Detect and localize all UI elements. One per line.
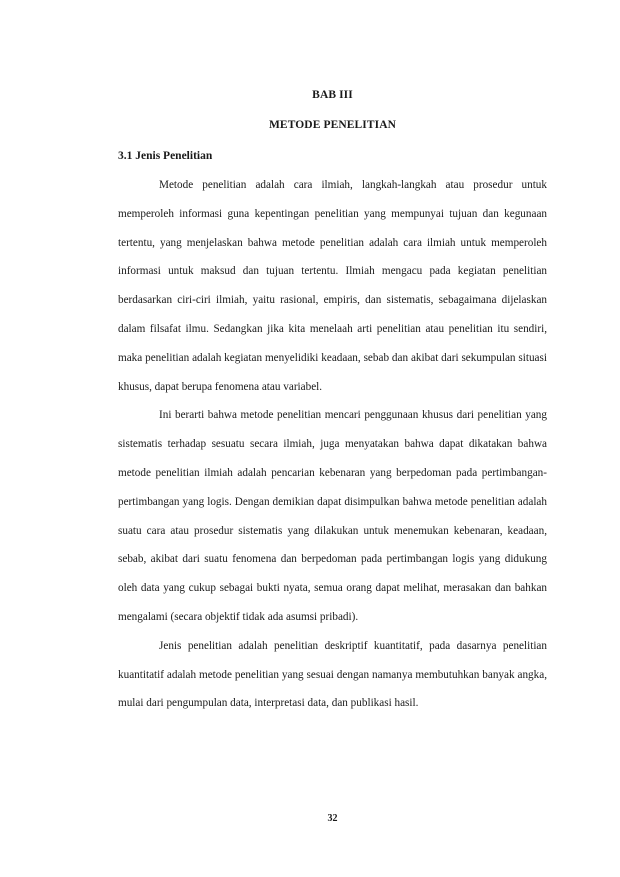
section-heading: 3.1 Jenis Penelitian (118, 150, 213, 162)
paragraph-2: Ini berarti bahwa metode penelitian mencari penggunaan khusus dari penelitian yang sistematis terhadap sesuatu secara ilmiah, juga menyatakan bahwa dapat dikatakan bahwa metode penelitian ilmiah adalah pencarian kebenaran yang berpedoman pada pertimbangan-pertimbangan yang logis. Dengan demikian dapat disimpulkan bahwa metode penelitian adalah suatu cara atau prosedur sistematis yang dilakukan untuk menemukan kebenaran, keadaan, sebab, akibat dari suatu fenomena dan berpedoman pada pertimbangan logis yang didukung oleh data yang cukup sebagai bukti nyata, semua orang dapat melihat, merasakan dan bahkan mengalami (secara objektif tidak ada asumsi pribadi). (118, 409, 547, 623)
paragraph-1: Metode penelitian adalah cara ilmiah, langkah-langkah atau prosedur untuk memperoleh informasi guna kepentingan penelitian yang mempunyai tujuan dan kegunaan tertentu, yang menjelaskan bahwa metode penelitian adalah cara ilmiah untuk memperoleh informasi untuk maksud dan tujuan tertentu. Ilmiah mengacu pada kegiatan penelitian berdasarkan ciri-ciri ilmiah, yaitu rasional, empiris, dan sistematis, sebagaimana dijelaskan dalam filsafat ilmu. Sedangkan jika kita menelaah arti penelitian atau penelitian itu sendiri, maka penelitian adalah kegiatan menyelidiki keadaan, sebab dan akibat dari sekumpulan situasi khusus, dapat berupa fenomena atau variabel. (118, 179, 547, 393)
chapter-number: BAB III (312, 89, 353, 101)
page-number: 32 (327, 813, 338, 824)
body-text (118, 171, 547, 718)
chapter-title: METODE PENELITIAN (268, 119, 397, 131)
paragraph-3: Jenis penelitian adalah penelitian deskriptif kuantitatif, pada dasarnya penelitian kuantitatif adalah metode penelitian yang sesuai dengan namanya membutuhkan banyak angka, mulai dari pengumpulan data, interpretasi data, dan publikasi hasil. (118, 639, 547, 710)
